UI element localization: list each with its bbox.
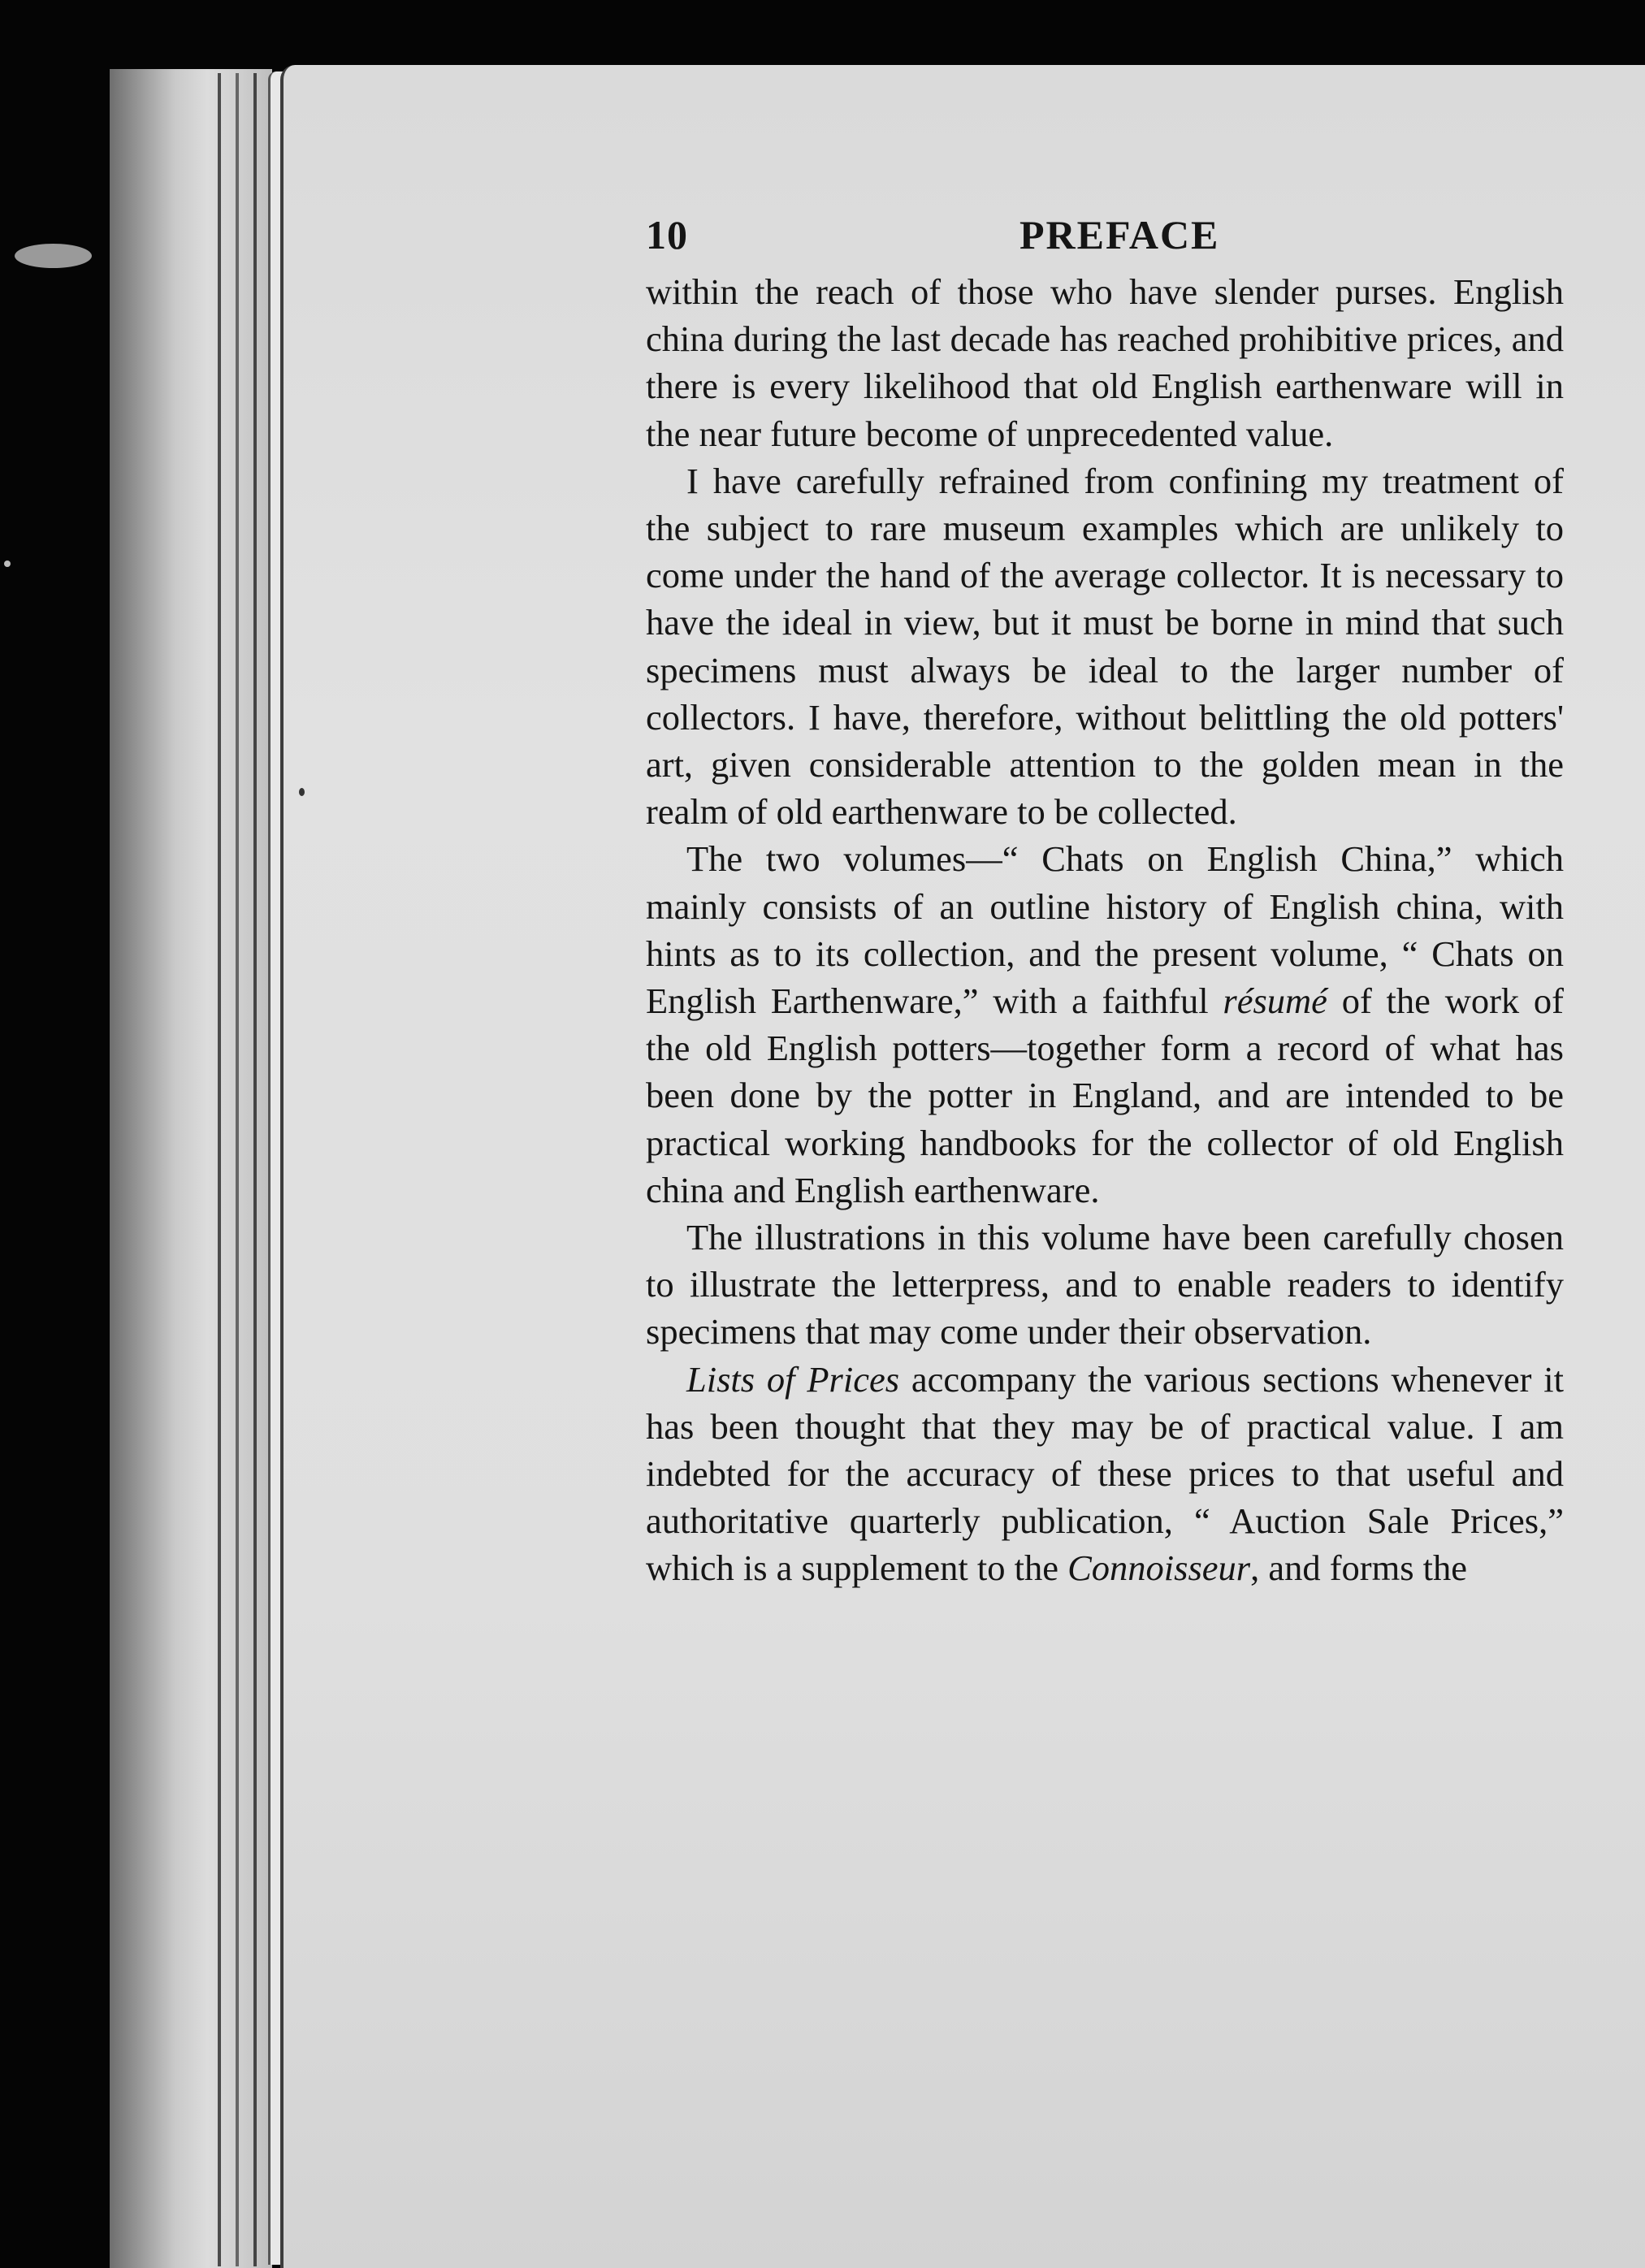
text-run: I have carefully refrained from confining my treatment of the subject to rare museum examples which are unlikely to come under the hand of the average collector. It is necessary to have the ideal in view, but it must be borne in mind that such specimens must always be ideal to the larger number of collectors. I have, therefore, without belittling the old potters' art, given considerable attention to the golden mean in the realm of old earthenware to be collected. xyxy=(646,460,1564,833)
paragraph xyxy=(646,835,1564,1214)
page-text-block xyxy=(646,203,1564,1592)
paragraph xyxy=(646,1356,1564,1592)
scan-speck xyxy=(15,244,92,268)
italic-text: Lists of Prices xyxy=(686,1358,900,1400)
page-edge-line xyxy=(236,73,239,2266)
scan-speck xyxy=(299,788,305,796)
running-head: PREFACE xyxy=(1019,212,1220,258)
italic-text: Connoisseur xyxy=(1067,1547,1251,1589)
paragraph xyxy=(646,268,1564,457)
page-header xyxy=(646,203,1564,268)
page-number: 10 xyxy=(646,212,688,258)
paragraph xyxy=(646,1214,1564,1356)
body-text xyxy=(646,268,1564,1592)
text-run: accompany the various sections whenever it has been thought that they may be of practical value. I am indebted for the accuracy of these prices to that useful and authoritative quarterly publication, “ Auction Sale Prices,” which is a supplement to the xyxy=(646,1358,1564,1589)
book-edge xyxy=(110,69,272,2268)
page-edge-line xyxy=(253,73,257,2266)
italic-text: résumé xyxy=(1223,980,1327,1022)
page-edge-line xyxy=(218,73,221,2266)
paragraph xyxy=(646,457,1564,836)
text-run: of the work of the old English potters—together form a record of what has been done by the potter in England, and are intended to be practical working handbooks for the collector of old English china and English earthenware. xyxy=(646,980,1564,1210)
text-run: , and forms the xyxy=(1250,1547,1468,1589)
text-run: The two volumes—“ Chats on English China,” which mainly consists of an outline history of English china, with hints as to its collection, and the present volume, “ Chats on English Earthenware,” with a faithful xyxy=(646,838,1564,1022)
text-run: within the reach of those who have slender purses. English china during the last decade has reached prohibitive prices, and there is every likelihood that old English earthenware will in the near future become of unprecedented value. xyxy=(646,271,1564,454)
scan-speck xyxy=(4,561,11,567)
text-run: The illustrations in this volume have been carefully chosen to illustrate the letterpress, and to enable readers to identify specimens that may come under their observation. xyxy=(646,1217,1564,1353)
